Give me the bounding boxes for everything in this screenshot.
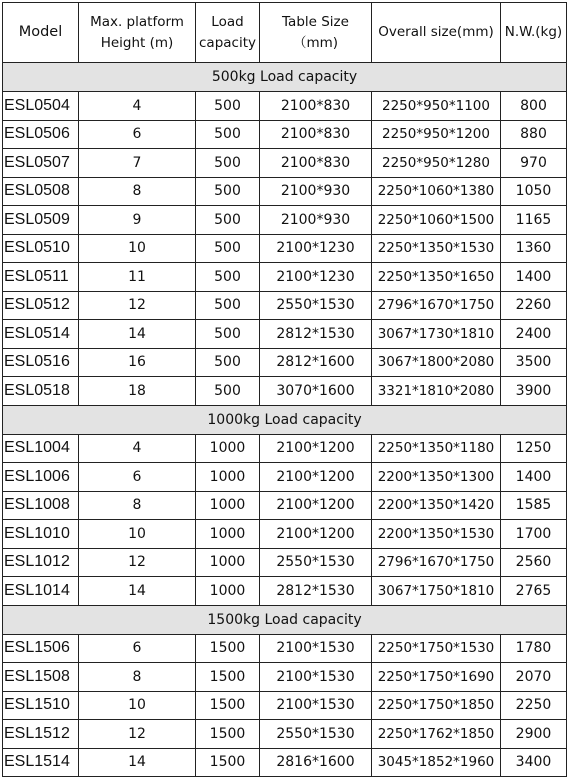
cell-max-height: 14 bbox=[79, 577, 196, 606]
cell-overall-size: 3045*1852*1960 bbox=[372, 748, 501, 777]
cell-model: ESL0504 bbox=[3, 92, 79, 121]
cell-max-height: 11 bbox=[79, 263, 196, 292]
cell-net-weight: 2260 bbox=[501, 291, 567, 320]
table-header bbox=[3, 3, 567, 63]
table-row bbox=[3, 206, 567, 235]
cell-model: ESL1006 bbox=[3, 463, 79, 492]
cell-max-height: 10 bbox=[79, 234, 196, 263]
cell-net-weight: 1700 bbox=[501, 520, 567, 549]
cell-max-height: 10 bbox=[79, 520, 196, 549]
table-row bbox=[3, 263, 567, 292]
cell-net-weight: 2070 bbox=[501, 663, 567, 692]
cell-overall-size: 3321*1810*2080 bbox=[372, 377, 501, 406]
header-model: Model bbox=[3, 3, 79, 63]
cell-overall-size: 2250*1350*1650 bbox=[372, 263, 501, 292]
table-row bbox=[3, 634, 567, 663]
cell-load-capacity: 1500 bbox=[196, 720, 260, 749]
cell-table-size: 2550*1530 bbox=[260, 720, 372, 749]
cell-load-capacity: 500 bbox=[196, 149, 260, 178]
cell-overall-size: 3067*1800*2080 bbox=[372, 348, 501, 377]
table-row bbox=[3, 691, 567, 720]
cell-max-height: 16 bbox=[79, 348, 196, 377]
cell-overall-size: 2200*1350*1300 bbox=[372, 463, 501, 492]
cell-model: ESL1004 bbox=[3, 434, 79, 463]
cell-table-size: 2100*1530 bbox=[260, 663, 372, 692]
header-table-line2: （mm) bbox=[292, 34, 339, 51]
cell-model: ESL0518 bbox=[3, 377, 79, 406]
cell-model: ESL1014 bbox=[3, 577, 79, 606]
section-title: 1500kg Load capacity bbox=[3, 605, 567, 634]
table-row bbox=[3, 577, 567, 606]
table-row bbox=[3, 491, 567, 520]
cell-table-size: 2100*1530 bbox=[260, 634, 372, 663]
cell-max-height: 8 bbox=[79, 663, 196, 692]
cell-model: ESL0511 bbox=[3, 263, 79, 292]
cell-overall-size: 2250*1762*1850 bbox=[372, 720, 501, 749]
cell-max-height: 12 bbox=[79, 548, 196, 577]
table-body bbox=[3, 63, 567, 777]
header-table-size bbox=[260, 3, 372, 63]
cell-table-size: 2812*1530 bbox=[260, 577, 372, 606]
cell-net-weight: 2250 bbox=[501, 691, 567, 720]
cell-table-size: 2100*1200 bbox=[260, 463, 372, 492]
cell-max-height: 8 bbox=[79, 177, 196, 206]
cell-table-size: 2100*830 bbox=[260, 92, 372, 121]
cell-net-weight: 1050 bbox=[501, 177, 567, 206]
section-title: 500kg Load capacity bbox=[3, 63, 567, 92]
cell-load-capacity: 500 bbox=[196, 263, 260, 292]
cell-max-height: 18 bbox=[79, 377, 196, 406]
cell-overall-size: 2250*1750*1850 bbox=[372, 691, 501, 720]
cell-table-size: 2550*1530 bbox=[260, 548, 372, 577]
cell-load-capacity: 500 bbox=[196, 291, 260, 320]
cell-table-size: 2550*1530 bbox=[260, 291, 372, 320]
table-row bbox=[3, 234, 567, 263]
cell-table-size: 2100*930 bbox=[260, 206, 372, 235]
cell-load-capacity: 500 bbox=[196, 92, 260, 121]
section-header-row bbox=[3, 405, 567, 434]
cell-table-size: 2100*1200 bbox=[260, 520, 372, 549]
cell-overall-size: 3067*1750*1810 bbox=[372, 577, 501, 606]
cell-load-capacity: 500 bbox=[196, 234, 260, 263]
cell-net-weight: 1360 bbox=[501, 234, 567, 263]
cell-load-capacity: 1000 bbox=[196, 491, 260, 520]
cell-net-weight: 1780 bbox=[501, 634, 567, 663]
cell-model: ESL1012 bbox=[3, 548, 79, 577]
cell-overall-size: 2250*950*1200 bbox=[372, 120, 501, 149]
cell-net-weight: 2765 bbox=[501, 577, 567, 606]
table-row bbox=[3, 291, 567, 320]
cell-net-weight: 1585 bbox=[501, 491, 567, 520]
cell-table-size: 2100*1230 bbox=[260, 234, 372, 263]
cell-net-weight: 2560 bbox=[501, 548, 567, 577]
table-row bbox=[3, 177, 567, 206]
cell-table-size: 2100*830 bbox=[260, 120, 372, 149]
table-row bbox=[3, 720, 567, 749]
header-max-height bbox=[79, 3, 196, 63]
header-net-weight: N.W.(kg) bbox=[501, 3, 567, 63]
spec-table bbox=[2, 2, 567, 777]
header-row bbox=[3, 3, 567, 63]
cell-load-capacity: 1500 bbox=[196, 634, 260, 663]
table-row bbox=[3, 463, 567, 492]
cell-max-height: 6 bbox=[79, 634, 196, 663]
cell-overall-size: 2250*1350*1180 bbox=[372, 434, 501, 463]
cell-load-capacity: 1000 bbox=[196, 548, 260, 577]
cell-load-capacity: 1000 bbox=[196, 463, 260, 492]
cell-net-weight: 970 bbox=[501, 149, 567, 178]
cell-overall-size: 2250*1060*1380 bbox=[372, 177, 501, 206]
cell-net-weight: 1165 bbox=[501, 206, 567, 235]
cell-table-size: 2100*1230 bbox=[260, 263, 372, 292]
cell-max-height: 9 bbox=[79, 206, 196, 235]
table-row bbox=[3, 748, 567, 777]
table-row bbox=[3, 149, 567, 178]
cell-model: ESL1508 bbox=[3, 663, 79, 692]
table-row bbox=[3, 377, 567, 406]
cell-model: ESL1510 bbox=[3, 691, 79, 720]
cell-load-capacity: 500 bbox=[196, 377, 260, 406]
cell-overall-size: 2250*1750*1690 bbox=[372, 663, 501, 692]
cell-net-weight: 2900 bbox=[501, 720, 567, 749]
cell-max-height: 8 bbox=[79, 491, 196, 520]
header-max-height-line2: Height (m) bbox=[100, 34, 174, 51]
header-max-height-line1: Max. platform bbox=[90, 13, 184, 30]
cell-load-capacity: 1500 bbox=[196, 748, 260, 777]
cell-model: ESL1008 bbox=[3, 491, 79, 520]
cell-model: ESL1514 bbox=[3, 748, 79, 777]
cell-net-weight: 3900 bbox=[501, 377, 567, 406]
cell-load-capacity: 1000 bbox=[196, 577, 260, 606]
cell-table-size: 3070*1600 bbox=[260, 377, 372, 406]
cell-table-size: 2812*1600 bbox=[260, 348, 372, 377]
cell-max-height: 4 bbox=[79, 92, 196, 121]
cell-max-height: 10 bbox=[79, 691, 196, 720]
cell-model: ESL0514 bbox=[3, 320, 79, 349]
cell-overall-size: 2250*1060*1500 bbox=[372, 206, 501, 235]
cell-load-capacity: 1500 bbox=[196, 663, 260, 692]
cell-model: ESL0510 bbox=[3, 234, 79, 263]
cell-load-capacity: 1000 bbox=[196, 520, 260, 549]
cell-load-capacity: 1000 bbox=[196, 434, 260, 463]
cell-model: ESL0512 bbox=[3, 291, 79, 320]
header-load-line1: Load bbox=[211, 13, 244, 30]
cell-overall-size: 2250*1750*1530 bbox=[372, 634, 501, 663]
cell-table-size: 2812*1530 bbox=[260, 320, 372, 349]
cell-max-height: 14 bbox=[79, 320, 196, 349]
table-row bbox=[3, 348, 567, 377]
cell-net-weight: 3400 bbox=[501, 748, 567, 777]
spec-table-container bbox=[2, 2, 567, 777]
header-overall-size: Overall size(mm) bbox=[372, 3, 501, 63]
cell-net-weight: 2400 bbox=[501, 320, 567, 349]
cell-table-size: 2816*1600 bbox=[260, 748, 372, 777]
table-row bbox=[3, 120, 567, 149]
table-row bbox=[3, 434, 567, 463]
cell-table-size: 2100*1200 bbox=[260, 491, 372, 520]
cell-table-size: 2100*1200 bbox=[260, 434, 372, 463]
cell-model: ESL0508 bbox=[3, 177, 79, 206]
cell-model: ESL1506 bbox=[3, 634, 79, 663]
cell-overall-size: 2796*1670*1750 bbox=[372, 548, 501, 577]
cell-overall-size: 2200*1350*1420 bbox=[372, 491, 501, 520]
cell-model: ESL1010 bbox=[3, 520, 79, 549]
cell-load-capacity: 500 bbox=[196, 320, 260, 349]
cell-overall-size: 2250*950*1280 bbox=[372, 149, 501, 178]
cell-load-capacity: 500 bbox=[196, 206, 260, 235]
cell-max-height: 7 bbox=[79, 149, 196, 178]
table-row bbox=[3, 663, 567, 692]
cell-net-weight: 1400 bbox=[501, 263, 567, 292]
cell-net-weight: 880 bbox=[501, 120, 567, 149]
cell-net-weight: 1250 bbox=[501, 434, 567, 463]
cell-table-size: 2100*1530 bbox=[260, 691, 372, 720]
cell-table-size: 2100*930 bbox=[260, 177, 372, 206]
cell-load-capacity: 500 bbox=[196, 177, 260, 206]
cell-overall-size: 2796*1670*1750 bbox=[372, 291, 501, 320]
section-header-row bbox=[3, 605, 567, 634]
cell-overall-size: 3067*1730*1810 bbox=[372, 320, 501, 349]
cell-net-weight: 1400 bbox=[501, 463, 567, 492]
cell-max-height: 6 bbox=[79, 463, 196, 492]
cell-model: ESL0506 bbox=[3, 120, 79, 149]
section-title: 1000kg Load capacity bbox=[3, 405, 567, 434]
cell-max-height: 12 bbox=[79, 291, 196, 320]
header-load-capacity bbox=[196, 3, 260, 63]
cell-model: ESL0507 bbox=[3, 149, 79, 178]
cell-max-height: 12 bbox=[79, 720, 196, 749]
cell-table-size: 2100*830 bbox=[260, 149, 372, 178]
table-row bbox=[3, 548, 567, 577]
cell-model: ESL0509 bbox=[3, 206, 79, 235]
cell-overall-size: 2250*1350*1530 bbox=[372, 234, 501, 263]
cell-model: ESL0516 bbox=[3, 348, 79, 377]
cell-max-height: 4 bbox=[79, 434, 196, 463]
cell-net-weight: 800 bbox=[501, 92, 567, 121]
header-load-line2: capacity bbox=[199, 34, 256, 51]
cell-model: ESL1512 bbox=[3, 720, 79, 749]
cell-load-capacity: 1500 bbox=[196, 691, 260, 720]
cell-max-height: 6 bbox=[79, 120, 196, 149]
cell-max-height: 14 bbox=[79, 748, 196, 777]
header-table-line1: Table Size bbox=[282, 13, 349, 30]
cell-load-capacity: 500 bbox=[196, 120, 260, 149]
cell-overall-size: 2250*950*1100 bbox=[372, 92, 501, 121]
section-header-row bbox=[3, 63, 567, 92]
table-row bbox=[3, 520, 567, 549]
cell-load-capacity: 500 bbox=[196, 348, 260, 377]
cell-net-weight: 3500 bbox=[501, 348, 567, 377]
cell-overall-size: 2200*1350*1530 bbox=[372, 520, 501, 549]
table-row bbox=[3, 320, 567, 349]
table-row bbox=[3, 92, 567, 121]
